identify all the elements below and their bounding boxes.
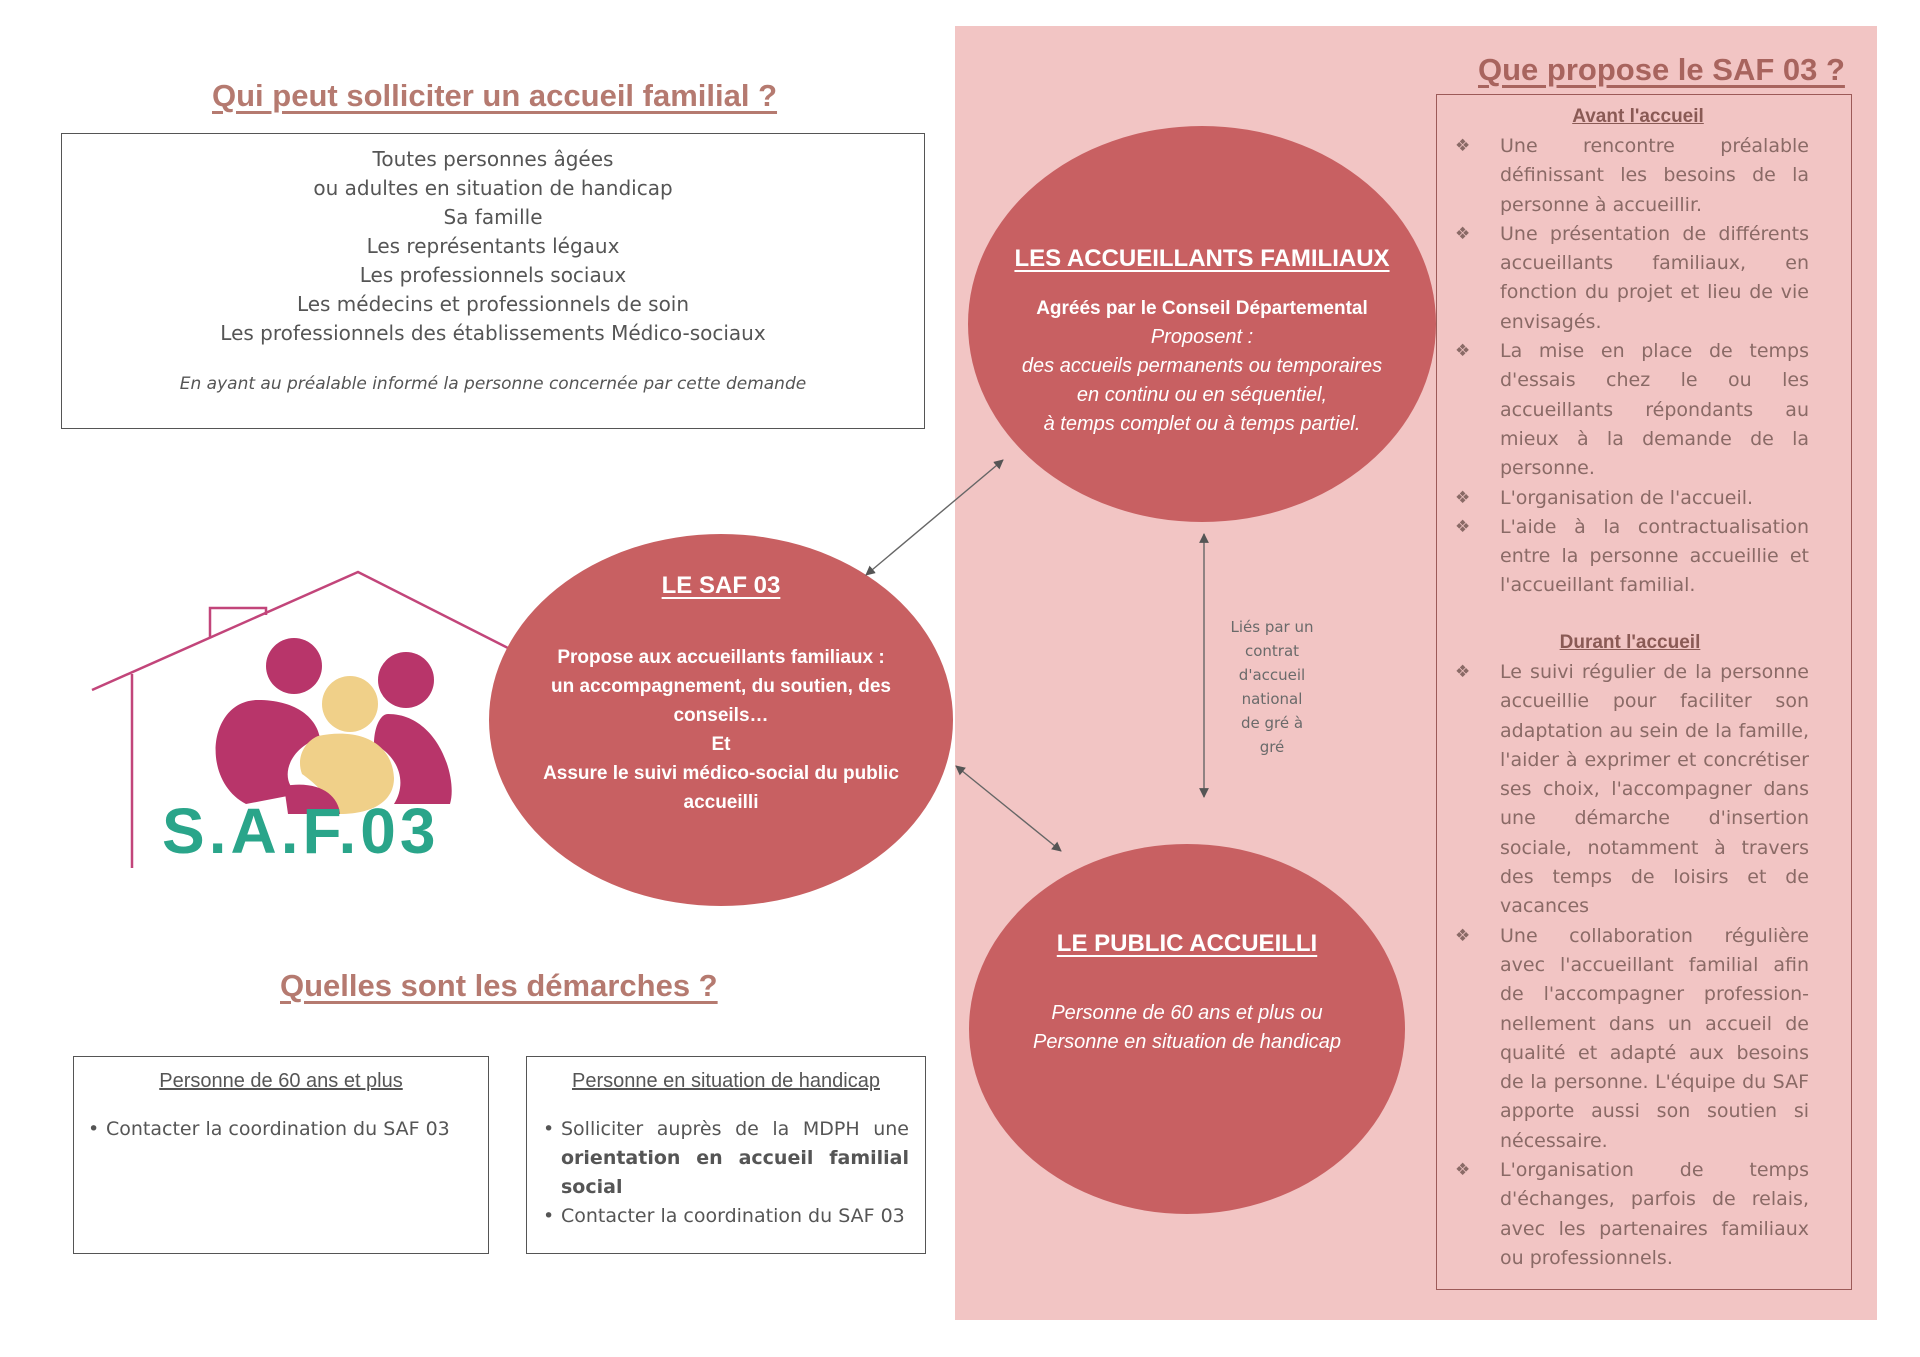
accueillants-proposent: Proposent : — [1150, 326, 1254, 348]
before-title: Avant l'accueil — [1572, 106, 1704, 127]
box-60-title: Personne de 60 ans et plus — [159, 1070, 403, 1092]
diamond-bullet-icon: ❖ — [1455, 662, 1471, 682]
who-line: Sa famille — [443, 205, 543, 229]
who-line: ou adultes en situation de handicap — [313, 176, 673, 200]
box-handicap-item — [543, 1115, 909, 1202]
diamond-bullet-icon: ❖ — [1455, 925, 1471, 946]
who-note: En ayant au préalable informé la personne concernée par cette demande — [179, 374, 807, 394]
list-item: ❖ Le suivi régulier de la personne accueillie pour faciliter son adaptation au sein de la famille, l'aider à exprimer et concrétiser ses choix, l'accompagner dans une démarche d'insertion sociale, notamment à travers des temps de loisirs et de vacances — [1455, 658, 1809, 922]
saf-line: un accompagnement, du soutien, des — [551, 676, 891, 697]
who-line: Les médecins et professionnels de soin — [296, 292, 690, 316]
who-line: Toutes personnes âgées — [372, 147, 614, 171]
item-text: Solliciter auprès de la MDPH une — [561, 1118, 909, 1140]
saf-line: Et — [711, 734, 731, 755]
contract-line: d'accueil — [1238, 666, 1306, 684]
list-item: ❖ Une présentation de différents accueillants familiaux, en fonction du projet et lieu de vie envisagés. — [1455, 220, 1809, 337]
who-line: Les professionnels des établissements Médico-sociaux — [220, 321, 766, 345]
logo-text: S.A.F.03 — [162, 795, 440, 867]
before-list — [1455, 132, 1809, 601]
saf-line: accueilli — [683, 792, 759, 813]
who-line: Les professionnels sociaux — [359, 263, 627, 287]
arrow-saf-accueillants — [866, 460, 1003, 575]
public-line: Personne en situation de handicap — [1032, 1031, 1341, 1053]
during-list — [1455, 658, 1809, 1273]
offer-heading: Que propose le SAF 03 ? — [1478, 52, 1845, 87]
accueillants-line: des accueils permanents ou temporaires — [1021, 355, 1383, 377]
list-item: ❖ La mise en place de temps d'essais chez le ou les accueillants répondants au mieux à la demande de la personne. — [1455, 337, 1809, 483]
diamond-bullet-icon: ❖ — [1455, 516, 1471, 537]
contract-line: national — [1241, 690, 1303, 708]
contract-label — [1208, 615, 1336, 759]
list-item: ❖ L'organisation de temps d'échanges, parfois de relais, avec les partenaires familiaux ou professionnels. — [1455, 1156, 1809, 1273]
accueillants-subtitle: Agréés par le Conseil Départemental — [1036, 298, 1368, 319]
steps-heading: Quelles sont les démarches ? — [280, 968, 718, 1003]
saf-title: LE SAF 03 — [661, 572, 781, 599]
contract-line: contrat — [1244, 642, 1300, 660]
list-item: ❖ Une rencontre préalable définissant les besoins de la personne à accueillir. — [1455, 132, 1809, 220]
box-handicap-title: Personne en situation de handicap — [571, 1070, 880, 1092]
diamond-bullet-icon: ❖ — [1455, 487, 1471, 508]
saf-line: conseils… — [673, 705, 769, 726]
contract-line: Liés par un — [1230, 618, 1314, 636]
diamond-bullet-icon: ❖ — [1455, 223, 1471, 244]
who-line: Les représentants légaux — [366, 234, 620, 258]
diamond-bullet-icon: ❖ — [1455, 1160, 1471, 1181]
contract-line: de gré à — [1240, 714, 1304, 732]
who-heading: Qui peut solliciter un accueil familial ? — [212, 78, 778, 113]
box-handicap-item: • Contacter la coordination du SAF 03 — [543, 1202, 909, 1231]
arrow-saf-public — [956, 766, 1061, 851]
item-bold-text: orientation en accueil familial social — [561, 1147, 909, 1198]
list-item: ❖ Une collaboration régulière avec l'accueillant familial afin de l'accompagner profession-nellement dans un accueil de qualité et adapté aux besoins de la personne. L'équipe du SAF apporte aussi son soutien si nécessaire. — [1455, 922, 1809, 1156]
saf-line: Assure le suivi médico-social du public — [543, 763, 899, 784]
accueillants-line: à temps complet ou à temps partiel. — [1043, 413, 1361, 435]
accueillants-title: LES ACCUEILLANTS FAMILIAUX — [1014, 245, 1390, 272]
accueillants-line: en continu ou en séquentiel, — [1076, 384, 1328, 406]
list-item: ❖ L'organisation de l'accueil. — [1455, 484, 1809, 513]
public-line: Personne de 60 ans et plus ou — [1051, 1002, 1323, 1024]
box-60-plus — [73, 1056, 489, 1254]
contract-line: gré — [1259, 738, 1285, 756]
diamond-bullet-icon: ❖ — [1455, 341, 1471, 362]
list-item: ❖ L'aide à la contractualisation entre la personne accueillie et l'accueillant familial. — [1455, 513, 1809, 601]
saf-line: Propose aux accueillants familiaux : — [557, 647, 885, 668]
box-60-item: • Contacter la coordination du SAF 03 — [88, 1115, 476, 1144]
during-title: Durant l'accueil — [1559, 632, 1701, 653]
public-title: LE PUBLIC ACCUEILLI — [1056, 930, 1318, 957]
box-handicap — [526, 1056, 926, 1254]
diamond-bullet-icon: ❖ — [1455, 136, 1471, 156]
